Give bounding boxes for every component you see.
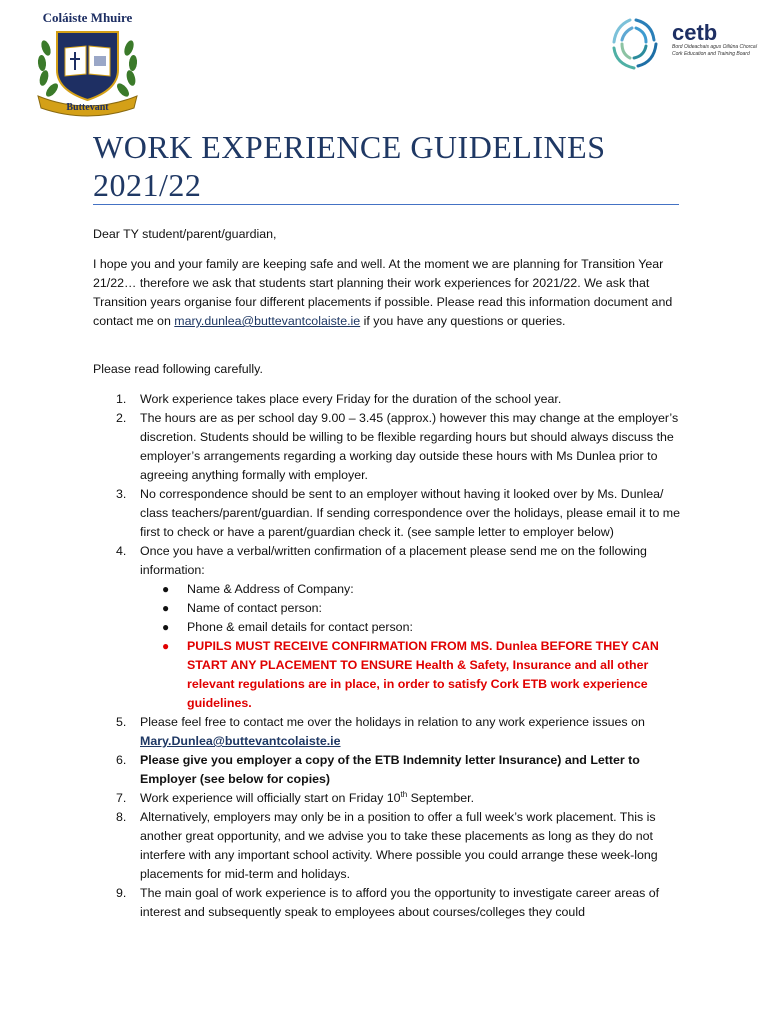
title-divider (93, 204, 679, 205)
item-number: 8. (116, 810, 127, 824)
bullet-text: Name of contact person: (187, 601, 322, 615)
warning-text: PUPILS MUST RECEIVE CONFIRMATION FROM MS. Dunlea BEFORE THEY CAN START ANY PLACEMENT TO ENSURE Health & Safety, Insurance and all other relevant regulations are in place, in order to satisfy Cork ETB work experience guidelines. (187, 639, 659, 710)
item-text: Please give you employer a copy of the ETB Indemnity letter Insurance) and Letter to Employer (see below for copies) (140, 753, 640, 786)
guidelines-list (93, 390, 685, 922)
school-name: Coláiste Mhuire (42, 10, 133, 25)
list-item (93, 542, 685, 713)
item-text: Work experience will officially start on Friday 10 (140, 791, 401, 805)
page-title (93, 128, 683, 204)
info-bullet-list (140, 580, 685, 713)
item-number: 6. (116, 753, 127, 767)
item-number: 5. (116, 715, 127, 729)
item-number: 1. (116, 392, 127, 406)
ribbon-text: Buttevant (66, 102, 109, 113)
list-item (93, 713, 685, 751)
info-bullet (140, 599, 685, 618)
bullet-icon: ● (162, 601, 170, 615)
item-text: Work experience takes place every Friday for the duration of the school year. (140, 392, 562, 406)
bullet-text: Name & Address of Company: (187, 582, 354, 596)
warning-bullet (140, 637, 685, 713)
ordinal-suffix: th (400, 789, 408, 799)
item-number: 4. (116, 544, 127, 558)
bullet-icon: ● (162, 639, 170, 653)
list-item (93, 789, 685, 808)
info-bullet (140, 580, 685, 599)
bullet-icon: ● (162, 620, 170, 634)
item-text: Please feel free to contact me over the holidays in relation to any work experience issues on (140, 715, 645, 729)
item-text: The hours are as per school day 9.00 – 3.45 (approx.) however this may change at the employer’s discretion. Students should be willing to be flexible regarding hours but should always discuss the employer’s arrangements regarding a working day outside these hours with Ms Dunlea prior to agreeing anything formally with employer. (140, 411, 679, 482)
item-text: The main goal of work experience is to afford you the opportunity to investigate career areas of interest and subsequently speak to employees about courses/colleges they could (140, 886, 660, 919)
item-text-end: September. (407, 791, 475, 805)
intro-text: I hope you and your family are keeping safe and well. At the moment we are planning for Transition Year 21/22… therefore we ask that students start planning their work experiences for 2021/22. We ask that Transition years organise four different placements if possible. Please read this information document and contact me on (93, 257, 673, 328)
list-item (93, 808, 685, 884)
list-item (93, 485, 685, 542)
info-bullet (140, 618, 685, 637)
intro-paragraph (93, 255, 683, 331)
email-link[interactable]: mary.dunlea@buttevantcolaiste.ie (174, 314, 361, 328)
item-text: No correspondence should be sent to an employer without having it looked over by Ms. Dunlea/ class teachers/parent/guardian. If sending correspondence over the holidays, please email it to me first to check or have a parent/guardian check it. (see sample letter to employer below) (140, 487, 680, 539)
item-number: 7. (116, 791, 127, 805)
list-item (93, 390, 685, 409)
bullet-icon: ● (162, 582, 170, 596)
please-read-text: Please read following carefully. (93, 362, 263, 376)
title-line-1: WORK EXPERIENCE GUIDELINES (93, 129, 606, 165)
item-text: Alternatively, employers may only be in a position to offer a full week’s work placement. This is another great opportunity, and we advise you to take these placements as long as they do not interfere with any important school activity. Where possible you could arrange these week-long placements for mid-term and holidays. (140, 810, 658, 881)
list-item (93, 751, 685, 789)
bullet-text: Phone & email details for contact person: (187, 620, 413, 634)
intro-text-end: if you have any questions or queries. (360, 314, 566, 328)
item-number: 2. (116, 411, 127, 425)
cetb-logo-text: cetb (672, 20, 718, 45)
title-line-2: 2021/22 (93, 167, 202, 203)
list-item (93, 884, 685, 922)
list-item (93, 409, 685, 485)
cetb-subtitle: Bord Oideachais agus Oiliúna Chorcaí Cork Education and Training Board (672, 44, 758, 57)
item-number: 3. (116, 487, 127, 501)
item-number: 9. (116, 886, 127, 900)
contact-email-link[interactable]: Mary.Dunlea@buttevantcolaiste.ie (140, 734, 341, 748)
salutation: Dear TY student/parent/guardian, (93, 227, 277, 241)
school-crest-logo (30, 8, 145, 118)
item-text: Once you have a verbal/written confirmation of a placement please send me on the following information: (140, 544, 647, 577)
